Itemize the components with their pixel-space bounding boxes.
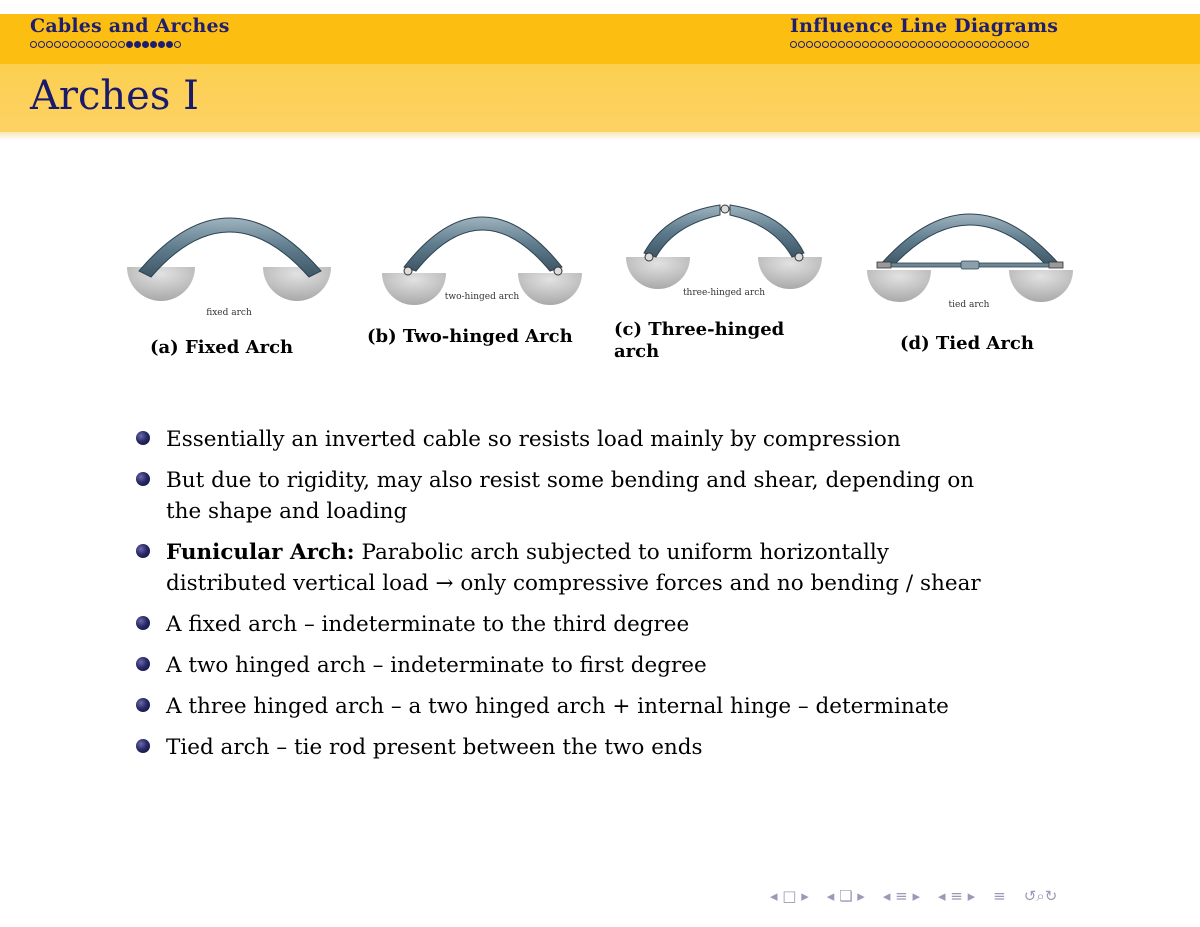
navigation-bar [770,887,1057,905]
bullet-text: Essentially an inverted cable so resists load mainly by compression [166,427,901,452]
frame-progress-dot[interactable] [822,41,829,48]
frame-progress-dot[interactable] [966,41,973,48]
list-item [130,650,1130,681]
bullet-text-line2: the shape and loading [166,499,408,524]
frame-progress-dot[interactable] [998,41,1005,48]
frame-progress-dot[interactable] [878,41,885,48]
frame-progress-dot[interactable] [870,41,877,48]
frame-progress-dot[interactable] [118,41,125,48]
frame-progress-dot[interactable] [854,41,861,48]
caption-three-hinged-arch [614,319,784,363]
frame-progress-dot[interactable] [62,41,69,48]
frame-progress-dot[interactable] [150,41,157,48]
frame-progress-dot[interactable] [126,41,133,48]
list-item [130,465,1130,527]
frame-progress-dot[interactable] [974,41,981,48]
frame-progress-dot[interactable] [806,41,813,48]
frame-progress-dot[interactable] [46,41,53,48]
frame-progress-dot[interactable] [942,41,949,48]
bullet-ball-icon [136,657,150,671]
frame-progress-dot[interactable] [166,41,173,48]
list-item [130,609,1130,640]
section-progress-dots-right[interactable] [790,41,1029,48]
frame-progress-dot[interactable] [886,41,893,48]
frame-progress-dot[interactable] [990,41,997,48]
frame-progress-dot[interactable] [102,41,109,48]
frame-progress-dot[interactable] [798,41,805,48]
frame-progress-dot[interactable] [862,41,869,48]
frame-progress-dot[interactable] [814,41,821,48]
section-title-left[interactable]: Cables and Arches [30,15,230,37]
bullet-ball-icon [136,431,150,445]
frame-progress-dot[interactable] [790,41,797,48]
nav-section-icon[interactable]: ◂ ≡ ▸ [882,887,920,905]
frame-progress-dot[interactable] [142,41,149,48]
frame-progress-dot[interactable] [982,41,989,48]
caption-three-hinged-line1: (c) Three-hinged [614,319,785,340]
frame-progress-dot[interactable] [894,41,901,48]
frame-progress-dot[interactable] [54,41,61,48]
fixed-arch-image-label: fixed arch [206,308,252,318]
section-title-right[interactable]: Influence Line Diagrams [790,15,1059,37]
bullet-text: A fixed arch – indeterminate to the third degree [166,612,690,637]
two-hinged-arch-image-label: two-hinged arch [444,292,520,302]
frame-progress-dot[interactable] [838,41,845,48]
tied-arch-image-label: tied arch [948,300,990,310]
caption-two-hinged-arch: (b) Two-hinged Arch [367,326,573,347]
frame-progress-dot[interactable] [1022,41,1029,48]
list-item [130,691,1130,722]
frame-progress-dot[interactable] [30,41,37,48]
page-title: Arches I [30,73,199,119]
list-item [130,424,1130,455]
bullet-text-line2: distributed vertical load → only compressive forces and no bending / shear [166,571,981,596]
caption-tied-arch: (d) Tied Arch [900,333,1034,354]
frame-progress-dot[interactable] [958,41,965,48]
bullet-ball-icon [136,544,150,558]
bullet-text: A two hinged arch – indeterminate to first degree [166,653,707,678]
frame-progress-dot[interactable] [134,41,141,48]
three-hinged-arch-figure [622,195,827,300]
bullet-ball-icon [136,616,150,630]
frame-progress-dot[interactable] [902,41,909,48]
bullet-ball-icon [136,698,150,712]
nav-subsection-icon[interactable]: ◂ ❏ ▸ [826,887,865,905]
nav-presentation-icon[interactable]: ◂ ≡ ▸ [938,887,976,905]
bullet-text-line1: Parabolic arch subjected to uniform horizontally [354,540,889,565]
fixed-arch-figure [125,205,335,320]
frame-progress-dot[interactable] [926,41,933,48]
frame-progress-dot[interactable] [70,41,77,48]
frame-progress-dot[interactable] [934,41,941,48]
frame-progress-dot[interactable] [1014,41,1021,48]
section-progress-dots-left[interactable] [30,41,181,48]
two-hinged-arch-figure [380,205,585,305]
frame-progress-dot[interactable] [830,41,837,48]
frame-progress-dot[interactable] [910,41,917,48]
bullet-ball-icon [136,739,150,753]
frame-progress-dot[interactable] [174,41,181,48]
list-item [130,732,1130,763]
frame-progress-dot[interactable] [950,41,957,48]
frame-progress-dot[interactable] [1006,41,1013,48]
frame-progress-dot[interactable] [78,41,85,48]
frame-progress-dot[interactable] [918,41,925,48]
three-hinged-arch-image-label: three-hinged arch [682,288,766,298]
nav-frame-icon[interactable]: ◂ □ ▸ [770,887,809,905]
bullet-term: Funicular Arch: [166,540,355,565]
frame-progress-dot[interactable] [158,41,165,48]
nav-search-icon[interactable]: ↺⌕↻ [1023,887,1058,905]
frame-progress-dot[interactable] [846,41,853,48]
frame-progress-dot[interactable] [86,41,93,48]
bullet-list [130,424,1130,773]
caption-three-hinged-line2: arch [614,341,660,362]
tied-arch-figure [865,200,1075,315]
bullet-text-line1: But due to rigidity, may also resist some bending and shear, depending on [166,468,975,493]
nav-appendix-icon[interactable]: ≡ [993,887,1006,905]
frame-progress-dot[interactable] [94,41,101,48]
list-item [130,537,1130,599]
caption-fixed-arch: (a) Fixed Arch [150,337,294,358]
bullet-text: A three hinged arch – a two hinged arch + internal hinge – determinate [166,694,949,719]
bullet-ball-icon [136,472,150,486]
frame-progress-dot[interactable] [110,41,117,48]
bullet-text: Tied arch – tie rod present between the two ends [166,735,703,760]
frame-progress-dot[interactable] [38,41,45,48]
